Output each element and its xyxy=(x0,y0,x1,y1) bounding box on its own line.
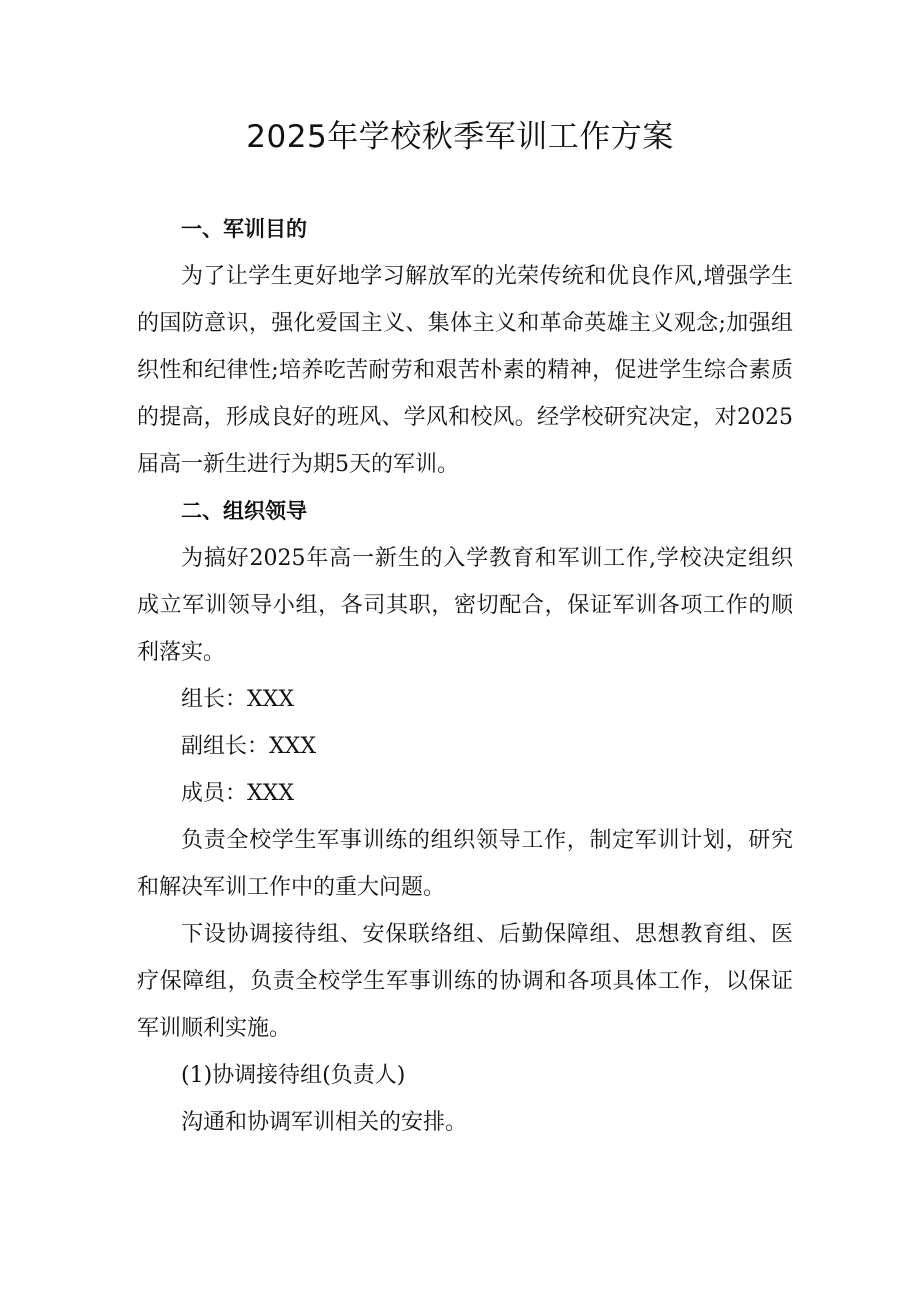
coordination-group-heading: (1)协调接待组(负责人) xyxy=(181,1063,406,1088)
deputy-leader-line: 副组长：XXX xyxy=(181,734,316,759)
responsibility-paragraph: 负责全校学生军事训练的组织领导工作，制定军训计划，研究和解决军训工作中的重大问题。 xyxy=(137,828,793,900)
document-title: 2025年学校秋季军训工作方案 xyxy=(246,119,674,155)
coordination-group-duty: 沟通和协调军训相关的安排。 xyxy=(181,1110,468,1135)
leader-line: 组长：XXX xyxy=(181,687,294,712)
subgroups-paragraph: 下设协调接待组、安保联络组、后勤保障组、思想教育组、医疗保障组，负责全校学生军事训练的协调和各项具体工作，以保证军训顺利实施。 xyxy=(137,922,793,1041)
purpose-paragraph: 为了让学生更好地学习解放军的光荣传统和优良作风,增强学生的国防意识，强化爱国主义、集体主义和革命英雄主义观念;加强组织性和纪律性;培养吃苦耐劳和艰苦朴素的精神，促进学生综合素质的提高，形成良好的班风、学风和校风。经学校研究决定，对2025届高一新生进行为期5天的军训。 xyxy=(137,264,793,477)
document-body xyxy=(137,206,793,1146)
organization-intro-paragraph: 为搞好2025年高一新生的入学教育和军训工作,学校决定组织成立军训领导小组，各司其职，密切配合，保证军训各项工作的顺利落实。 xyxy=(137,546,793,665)
members-line: 成员：XXX xyxy=(181,781,294,806)
section-heading-purpose: 一、军训目的 xyxy=(181,217,307,241)
section-heading-organization: 二、组织领导 xyxy=(181,499,307,523)
